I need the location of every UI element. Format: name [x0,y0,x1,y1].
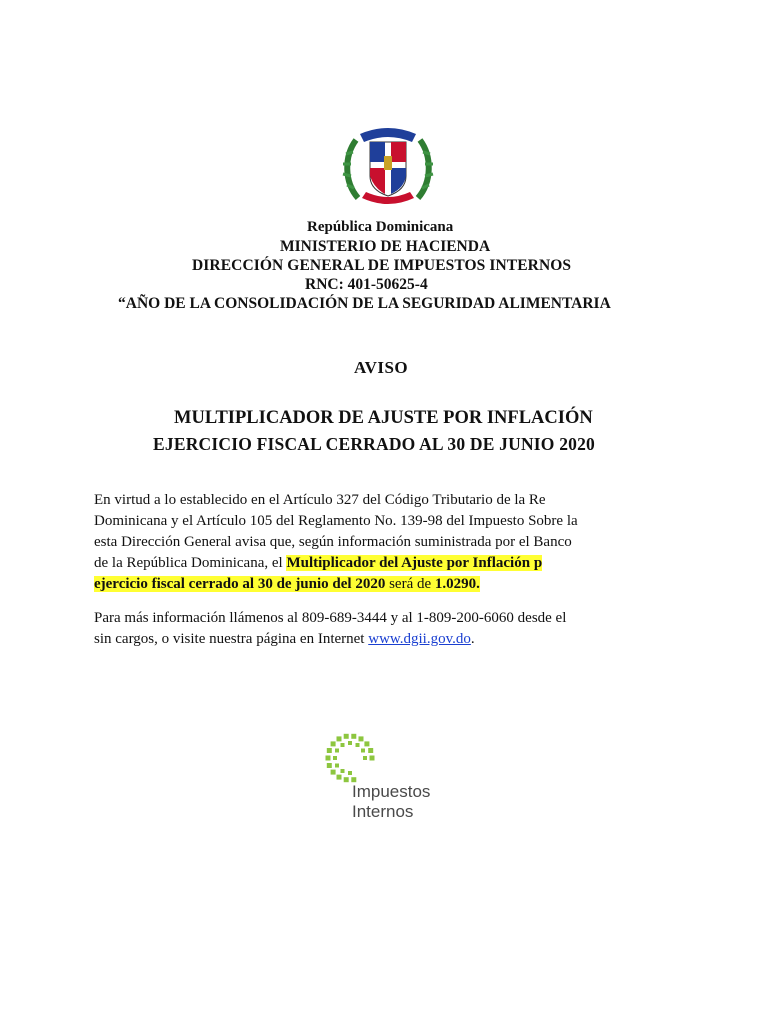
notice-subtitle: EJERCICIO FISCAL CERRADO AL 30 DE JUNIO 2020 [153,434,595,454]
header-country: República Dominicana [307,219,454,235]
logo-square [331,741,336,746]
paragraph-line [94,574,628,595]
logo-square [370,756,375,761]
logo-square [337,736,342,741]
logo-square [356,743,360,747]
highlighted-text: Multiplicador del Ajuste por Inflación p [286,555,543,571]
website-link[interactable]: www.dgii.gov.do [368,631,471,647]
logo-square [361,749,365,753]
paragraph-text: sin cargos, o visite nuestra página en Internet [94,631,369,647]
paragraph-line: Dominicana y el Artículo 105 del Reglamento No. 139-98 del Impuesto Sobre la [94,513,578,529]
logo-square [337,775,342,780]
logo-square [359,736,364,741]
header-ministry: MINISTERIO DE HACIENDA [280,238,491,255]
logo-square [348,741,352,745]
logo-square [341,769,345,773]
notice-label: AVISO [354,358,409,377]
logo-square [327,748,332,753]
logo-square [351,734,356,739]
multiplier-value: 1.0290 [434,576,477,592]
header-directorate: DIRECCIÓN GENERAL DE IMPUESTOS INTERNOS [192,257,572,274]
coat-of-arms-icon [338,118,438,210]
logo-text-line2: Internos [352,802,414,821]
logo-square [333,756,337,760]
logo-text-line1: Impuestos [352,782,431,801]
logo-square [344,734,349,739]
logo-square [335,749,339,753]
highlighted-text: . [476,576,480,592]
logo-square [368,748,373,753]
body-paragraph-2 [94,608,628,650]
logo-square [335,764,339,768]
highlighted-text: ejercicio fiscal cerrado al 30 de junio del 2020 [94,576,386,592]
paragraph-line [94,553,628,574]
impuestos-internos-logo-icon [322,730,378,786]
logo-square [341,743,345,747]
paragraph-text: . [470,631,475,647]
paragraph-line: Para más información llámenos al 809-689-3444 y al 1-809-200-6060 desde el [94,610,567,626]
logo-square [327,763,332,768]
logo-square [331,770,336,775]
logo-square [363,756,367,760]
highlighted-text: será de [385,576,435,592]
paragraph-line [94,629,628,650]
notice-title: MULTIPLICADOR DE AJUSTE POR INFLACIÓN [174,408,593,428]
logo-square [344,777,349,782]
header-rnc: RNC: 401-50625-4 [305,276,428,293]
logo-square [326,756,331,761]
logo-text [352,782,430,822]
paragraph-line: En virtud a lo establecido en el Artículo 327 del Código Tributario de la Re [94,492,546,508]
logo-square [364,741,369,746]
paragraph-text: de la República Dominicana, el [94,555,287,571]
paragraph-line: esta Dirección General avisa que, según información suministrada por el Banco [94,534,572,550]
logo-square [348,771,352,775]
body-paragraph-1 [94,490,628,595]
header-year-motto: “AÑO DE LA CONSOLIDACIÓN DE LA SEGURIDAD ALIMENTARIA [118,295,611,312]
